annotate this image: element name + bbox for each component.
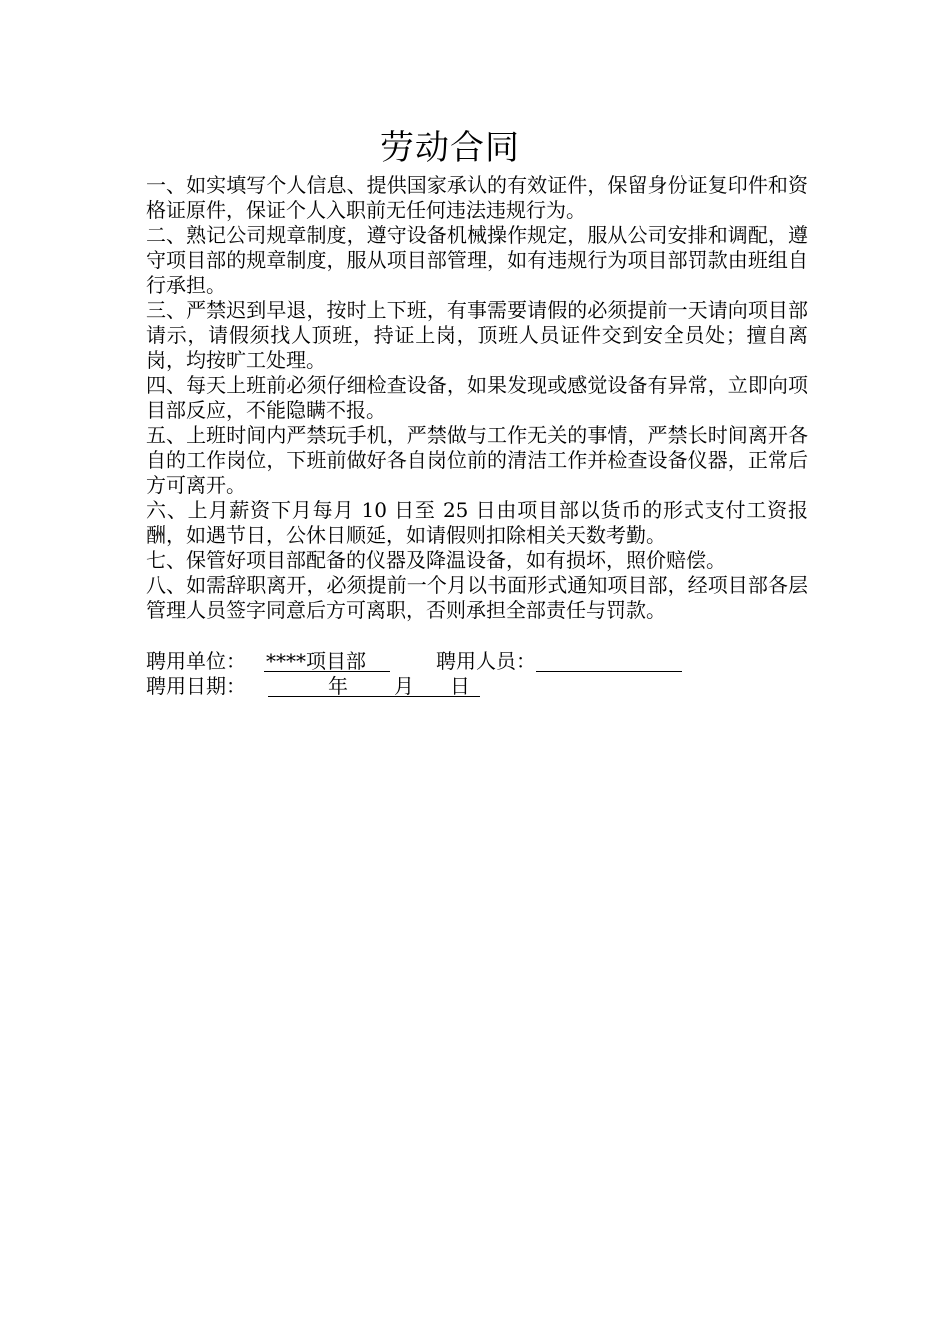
clause-3: 三、严禁迟到早退，按时上下班，有事需要请假的必须提前一天请向项目部请示，请假须找人顶班，持证上岗，顶班人员证件交到安全员处；擅自离岗，均按旷工处理。 bbox=[146, 298, 808, 372]
employer-employee-row bbox=[146, 649, 682, 674]
clause-4: 四、每天上班前必须仔细检查设备，如果发现或感觉设备有异常，立即向项目部反应，不能隐瞒不报。 bbox=[146, 373, 808, 422]
day-unit: 日 bbox=[450, 674, 470, 698]
clause-8: 八、如需辞职离开，必须提前一个月以书面形式通知项目部，经项目部各层管理人员签字同意后方可离职，否则承担全部责任与罚款。 bbox=[146, 573, 808, 622]
clause-6: 六、上月薪资下月每月 10 日至 25 日由项目部以货币的形式支付工资报酬，如遇节日，公休日顺延，如请假则扣除相关天数考勤。 bbox=[146, 498, 808, 547]
employer-field[interactable]: ****项目部 bbox=[264, 649, 390, 672]
clause-7: 七、保管好项目部配备的仪器及降温设备，如有损坏，照价赔偿。 bbox=[146, 548, 726, 572]
date-row bbox=[146, 674, 480, 699]
employee-label: 聘用人员： bbox=[436, 649, 536, 673]
month-unit: 月 bbox=[394, 674, 414, 698]
year-unit: 年 bbox=[328, 674, 348, 698]
employer-label: 聘用单位： bbox=[146, 649, 246, 673]
date-label: 聘用日期： bbox=[146, 674, 246, 698]
clause-2: 二、熟记公司规章制度，遵守设备机械操作规定，服从公司安排和调配，遵守项目部的规章制度，服从项目部管理，如有违规行为项目部罚款由班组自行承担。 bbox=[146, 223, 808, 297]
clause-list bbox=[146, 173, 808, 623]
document-title: 劳动合同 bbox=[380, 128, 520, 168]
clause-1: 一、如实填写个人信息、提供国家承认的有效证件，保留身份证复印件和资格证原件，保证个人入职前无任何违法违规行为。 bbox=[146, 173, 808, 222]
date-field[interactable] bbox=[268, 674, 480, 697]
clause-5: 五、上班时间内严禁玩手机，严禁做与工作无关的事情，严禁长时间离开各自的工作岗位，下班前做好各自岗位前的清洁工作并检查设备仪器，正常后方可离开。 bbox=[146, 423, 808, 497]
employee-field[interactable] bbox=[536, 649, 682, 672]
